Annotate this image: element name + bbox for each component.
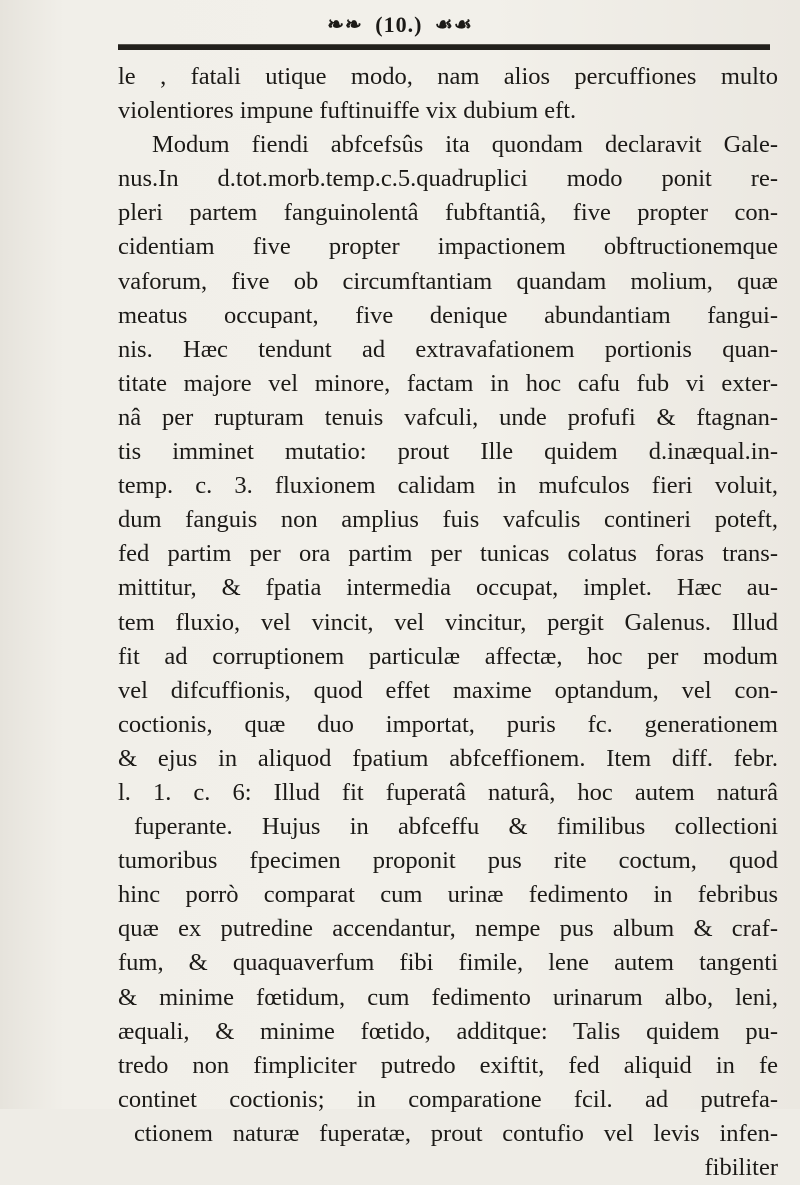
text-line: tumoribus fpecimen proponit pus rite coctum, quod	[118, 847, 778, 875]
ornament-right: ☙☙	[434, 14, 473, 37]
text-line: nus.In d.tot.morb.temp.c.5.quadruplici modo ponit re-	[118, 165, 778, 193]
text-line: le , fatali utique modo, nam alios percuffiones multo	[118, 63, 778, 90]
text-line: temp. c. 3. fluxionem calidam in mufculos fieri voluit,	[118, 472, 778, 500]
text-line: dum fanguis non amplius fuis vafculis contineri poteft,	[118, 506, 778, 534]
text-line: vel difcuffionis, quod effet maxime optandum, vel con-	[118, 676, 778, 704]
text-line: violentiores impune fuftinuiffe vix dubium eft.	[118, 97, 577, 125]
text-line: mittitur, & fpatia intermedia occupat, implet. Hæc au-	[118, 574, 778, 602]
text-line: tredo non fimpliciter putredo exiftit, fed aliquid in fe	[118, 1051, 778, 1079]
text-line: & ejus in aliquod fpatium abfceffionem. Item diff. febr.	[118, 744, 778, 772]
text-line: æquali, & minime fœtido, additque: Talis quidem pu-	[118, 1017, 778, 1045]
text-line: continet coctionis; in comparatione fcil. ad putrefa-	[118, 1085, 778, 1113]
text-line: titate majore vel minore, factam in hoc cafu fub vi exter-	[118, 369, 778, 397]
text-line: fit ad corruptionem particulæ affectæ, hoc per modum	[118, 642, 778, 670]
page-number: (10.)	[375, 11, 423, 37]
text-line: tis imminet mutatio: prout Ille quidem d.inæqual.in-	[118, 438, 778, 466]
text-line: vaforum, five ob circumftantiam quandam molium, quæ	[118, 267, 778, 295]
text-line: tem fluxio, vel vincit, vel vincitur, pergit Galenus. Illud	[118, 608, 778, 636]
text-line: quæ ex putredine accendantur, nempe pus album & craf-	[118, 915, 778, 943]
text-line: fum, & quaquaverfum fibi fimile, lene autem tangenti	[118, 949, 778, 977]
text-line: Modum fiendi abfcefsûs ita quondam declaravit Gale-	[152, 131, 778, 159]
text-line: l. 1. c. 6: Illud fit fuperatâ naturâ, hoc autem naturâ	[118, 778, 778, 806]
body-text	[118, 60, 778, 1185]
text-line: meatus occupant, five denique abundantiam fangui-	[118, 301, 778, 329]
text-line: pleri partem fanguinolentâ fubftantiâ, five propter con-	[118, 199, 778, 227]
page-header	[0, 10, 800, 38]
text-line: coctionis, quæ duo importat, puris fc. generationem	[118, 710, 778, 738]
text-line: ctionem naturæ fuperatæ, prout contufio vel levis infen-	[134, 1119, 778, 1147]
text-line: nis. Hæc tendunt ad extravafationem portionis quan-	[118, 335, 778, 363]
ornament-left: ❧❧	[327, 14, 363, 37]
text-line: nâ per rupturam tenuis vafculi, unde profufi & ftagnan-	[118, 403, 778, 431]
text-line: & minime fœtidum, cum fedimento urinarum albo, leni,	[118, 983, 778, 1011]
text-line: fuperante. Hujus in abfceffu & fimilibus collectioni	[134, 813, 778, 841]
header-rule	[118, 44, 770, 50]
text-line: fed partim per ora partim per tunicas colatus foras trans-	[118, 540, 778, 568]
text-line: hinc porrò comparat cum urinæ fedimento in febribus	[118, 881, 778, 909]
text-line: cidentiam five propter impactionem obftructionemque	[118, 233, 778, 261]
catchword: fibiliter	[704, 1154, 778, 1181]
